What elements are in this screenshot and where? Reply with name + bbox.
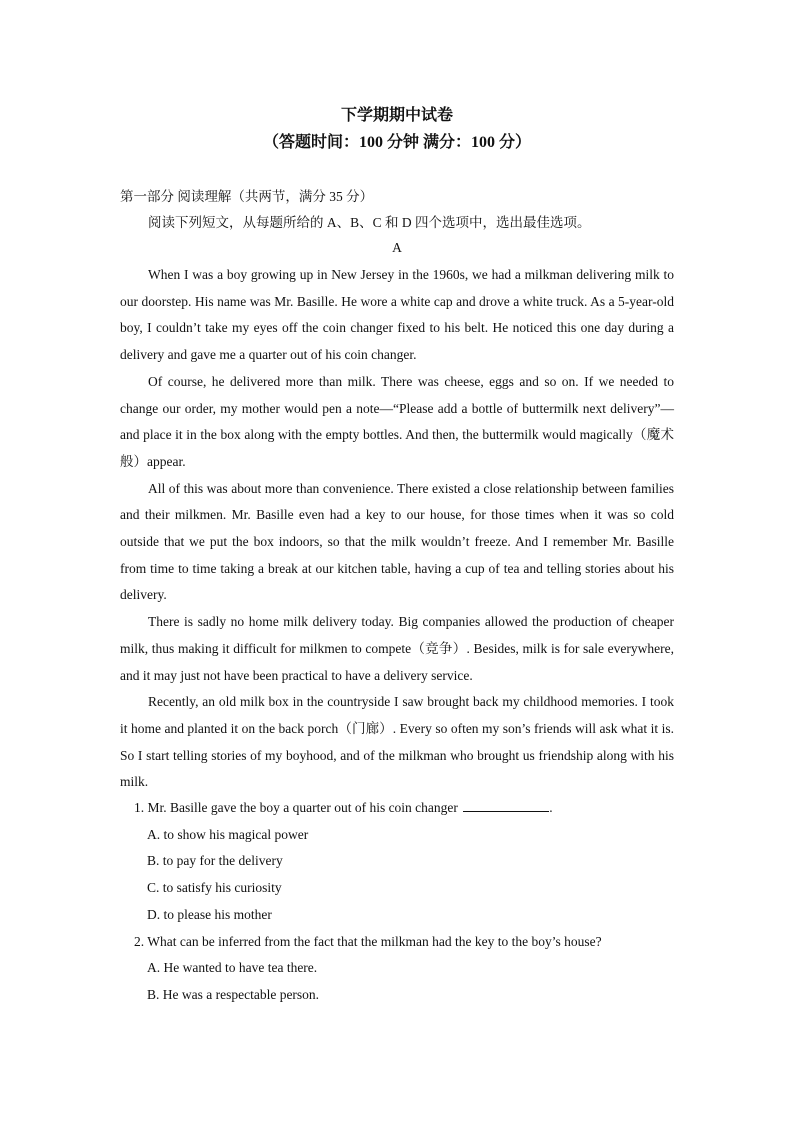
question-stem-text: 2. What can be inferred from the fact that the milkman had the key to the boy’s house?: [134, 933, 602, 949]
passage-paragraph: All of this was about more than convenience. There existed a close relationship between families and their milkmen. Mr. Basille even had a key to our house, for those times when it was so cold outside that we put the box indoors, so that the milk wouldn’t freeze. And I remember Mr. Basille from time to time taking a break at our kitchen table, having a cup of tea and telling stories about his delivery.: [120, 480, 674, 603]
question-1: [120, 795, 674, 929]
question-stem: [120, 795, 674, 822]
passage-paragraph: When I was a boy growing up in New Jersey in the 1960s, we had a milkman delivering milk to our doorstep. His name was Mr. Basille. He wore a white cap and drove a white truck. As a 5-year-old boy, I couldn’t take my eyes off the coin changer fixed to his belt. He noticed this one day during a delivery and gave me a quarter out of his coin changer.: [120, 267, 674, 363]
answer-blank[interactable]: [463, 798, 549, 812]
option-d[interactable]: D. to please his mother: [147, 906, 272, 922]
option-b[interactable]: B. to pay for the delivery: [147, 853, 283, 869]
passage-paragraph: There is sadly no home milk delivery today. Big companies allowed the production of cheaper milk, thus making it difficult for milkmen to compete（竞争）. Besides, milk is for sale everywhere, and it may just not have been practical to have a delivery service.: [120, 614, 674, 683]
passage-label: A: [392, 240, 402, 255]
question-stem: [120, 929, 674, 956]
exam-subtitle: （答题时间：100 分钟 满分：100 分）: [262, 134, 531, 151]
question-2: [120, 929, 674, 1009]
passage-paragraph: Recently, an old milk box in the countryside I saw brought back my childhood memories. I took it home and planted it on the back porch（门廊）. Every so often my son’s friends will ask what it is. So I start telling stories of my boyhood, and of the milkman who brought us friendship along with his milk.: [120, 694, 674, 790]
passage-body: [120, 262, 674, 796]
section-heading: 第一部分 阅读理解（共两节，满分 35 分）: [120, 189, 374, 204]
option-list: [120, 955, 674, 1008]
option-a[interactable]: A. He wanted to have tea there.: [147, 960, 318, 976]
section-instruction: 阅读下列短文，从每题所给的 A、B、C 和 D 四个选项中，选出最佳选项。: [148, 215, 591, 230]
question-stem-end: .: [549, 800, 553, 815]
passage-paragraph: Of course, he delivered more than milk. There was cheese, eggs and so on. If we needed to change our order, my mother would pen a note—“Please add a bottle of buttermilk next delivery”—and place it in the box along with the empty bottles. And then, the buttermilk would magically（魔术般）appear.: [120, 373, 674, 469]
option-b[interactable]: B. He was a respectable person.: [147, 986, 320, 1002]
question-list: [120, 795, 674, 1009]
option-c[interactable]: C. to satisfy his curiosity: [147, 880, 282, 896]
option-a[interactable]: A. to show his magical power: [147, 826, 309, 842]
question-stem-text: 1. Mr. Basille gave the boy a quarter out of his coin changer: [134, 800, 458, 815]
option-list: [120, 822, 674, 929]
exam-title: 下学期期中试卷: [340, 107, 453, 124]
